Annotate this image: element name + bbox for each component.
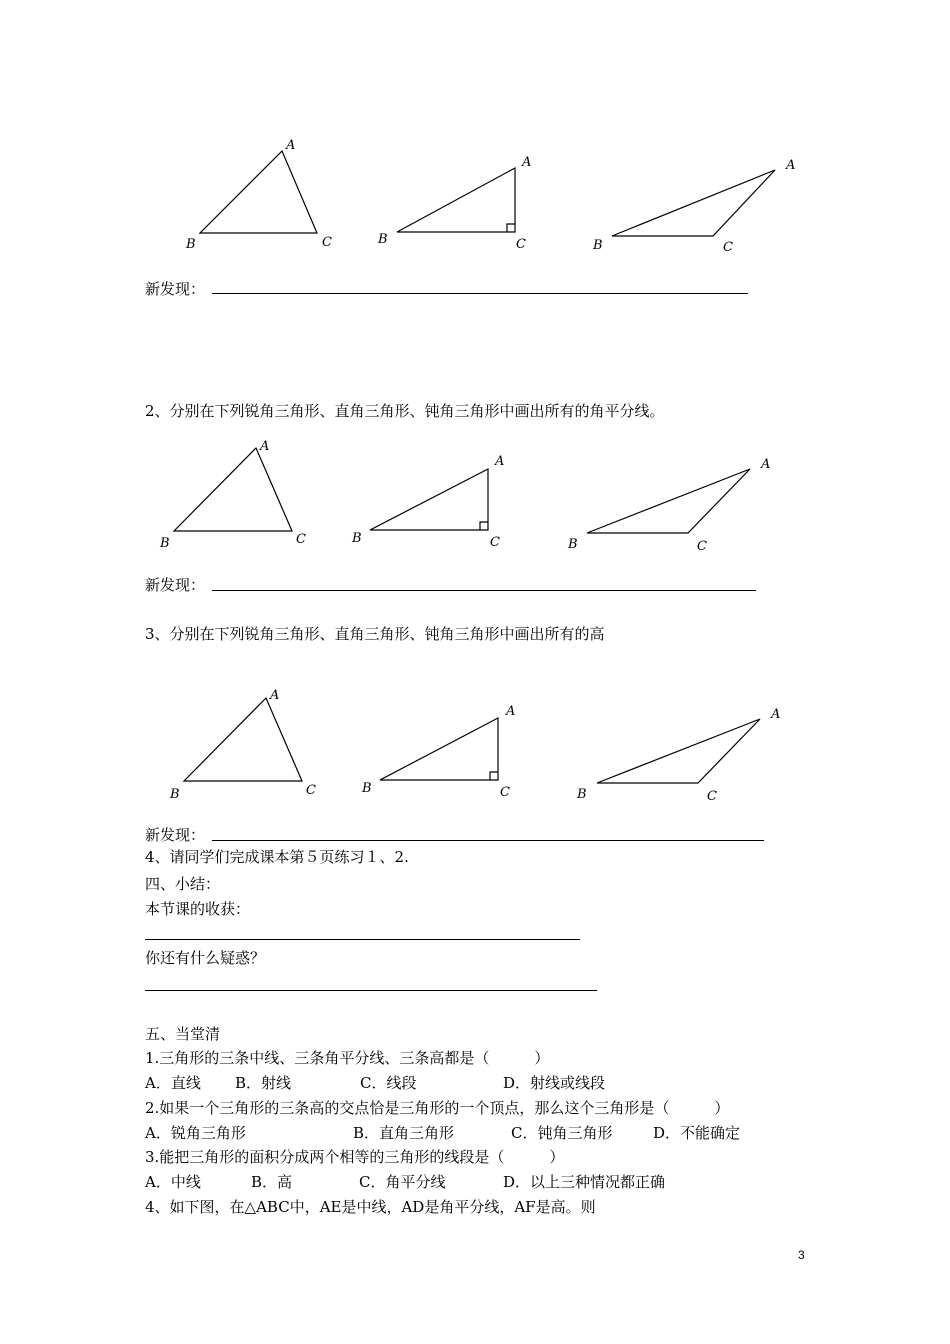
triangle-outline [397, 168, 515, 232]
vertex-label-c: C [306, 783, 316, 798]
vertex-label-b: B [170, 787, 180, 802]
q3-option-b[interactable]: B．高 [251, 1173, 293, 1191]
q3-option-a[interactable]: A．中线 [145, 1173, 201, 1191]
acute-triangle-1 [180, 135, 330, 255]
vertex-label-b: B [352, 531, 362, 546]
question-4: 4、如下图，在△ABC中，AE是中线，AD是角平分线，AF是高。则 [145, 1198, 596, 1216]
q3-option-c[interactable]: C．角平分线 [359, 1173, 446, 1191]
textbook-exercise-note: 4、请同学们完成课本第５页练习１、2. [145, 848, 409, 866]
vertex-label-a: A [786, 158, 796, 173]
doubts-label: 你还有什么疑惑？ [145, 949, 266, 967]
acute-triangle-3 [165, 685, 325, 805]
vertex-label-c: C [723, 240, 733, 255]
triangle-outline [380, 718, 498, 780]
triangle-outline [174, 448, 292, 531]
q1-option-a[interactable]: A．直线 [145, 1074, 201, 1092]
discovery-label-1: 新发现： [145, 280, 206, 298]
vertex-label-a: A [771, 707, 781, 722]
vertex-label-c: C [516, 237, 526, 252]
vertex-label-a: A [522, 155, 532, 170]
vertex-label-b: B [160, 536, 170, 551]
obtuse-triangle-2 [560, 450, 790, 560]
question-1: 1.三角形的三条中线、三条角平分线、三条高都是（ ） [145, 1049, 550, 1067]
vertex-label-a: A [260, 439, 270, 454]
vertex-label-b: B [378, 232, 388, 247]
vertex-label-c: C [322, 235, 332, 250]
vertex-label-c: C [707, 789, 717, 804]
vertex-label-c: C [490, 535, 500, 550]
vertex-label-b: B [593, 238, 603, 253]
vertex-label-b: B [568, 537, 578, 552]
obtuse-triangle-1 [585, 150, 815, 260]
q2-option-d[interactable]: D．不能确定 [653, 1124, 741, 1142]
q3-option-d[interactable]: D．以上三种情况都正确 [503, 1173, 666, 1191]
right-angle-mark [490, 772, 498, 780]
vertex-label-a: A [495, 454, 505, 469]
right-angle-mark [480, 522, 488, 530]
vertex-label-a: A [761, 457, 771, 472]
quiz-heading: 五、当堂清 [145, 1025, 221, 1043]
triangle-outline [370, 469, 488, 530]
vertex-label-c: C [697, 539, 707, 554]
triangle-outline [184, 698, 302, 781]
vertex-label-a: A [270, 688, 280, 703]
q2-option-c[interactable]: C．钝角三角形 [511, 1124, 613, 1142]
q2-option-a[interactable]: A．锐角三角形 [145, 1124, 246, 1142]
right-triangle-1 [370, 150, 540, 260]
discovery-label-3: 新发现： [145, 826, 206, 844]
triangle-outline [200, 151, 317, 233]
triangle-outline [587, 469, 750, 533]
obtuse-triangle-3 [570, 700, 800, 810]
q2-option-b[interactable]: B．直角三角形 [353, 1124, 455, 1142]
vertex-label-c: C [500, 785, 510, 800]
acute-triangle-2 [155, 435, 315, 555]
vertex-label-c: C [296, 532, 306, 547]
discovery-answer-line-1[interactable] [212, 293, 748, 294]
gains-label: 本节课的收获： [145, 900, 251, 918]
right-triangle-2 [345, 450, 515, 560]
discovery-answer-line-2[interactable] [212, 590, 756, 591]
vertex-label-b: B [186, 237, 196, 252]
vertex-label-b: B [362, 781, 372, 796]
vertex-label-a: A [286, 138, 296, 153]
question-2: 2.如果一个三角形的三条高的交点恰是三角形的一个顶点，那么这个三角形是（ ） [145, 1099, 730, 1117]
q1-option-b[interactable]: B．射线 [235, 1074, 292, 1092]
q1-option-c[interactable]: C．线段 [360, 1074, 417, 1092]
page-number: 3 [798, 1248, 805, 1262]
section-2-heading: 2、分别在下列锐角三角形、直角三角形、钝角三角形中画出所有的角平分线。 [145, 402, 665, 420]
triangle-outline [597, 719, 760, 783]
discovery-answer-line-3[interactable] [212, 840, 764, 841]
triangle-outline [612, 170, 775, 236]
right-triangle-3 [355, 700, 525, 810]
right-angle-mark [507, 224, 515, 232]
gains-answer-line[interactable] [145, 939, 580, 940]
question-3: 3.能把三角形的面积分成两个相等的三角形的线段是（ ） [145, 1148, 565, 1166]
discovery-label-2: 新发现： [145, 576, 206, 594]
vertex-label-b: B [577, 787, 587, 802]
q1-option-d[interactable]: D．射线或线段 [503, 1074, 606, 1092]
section-3-heading: 3、分别在下列锐角三角形、直角三角形、钝角三角形中画出所有的高 [145, 625, 605, 643]
vertex-label-a: A [506, 704, 516, 719]
summary-heading: 四、小结： [145, 875, 221, 893]
doubts-answer-line[interactable] [145, 990, 597, 991]
